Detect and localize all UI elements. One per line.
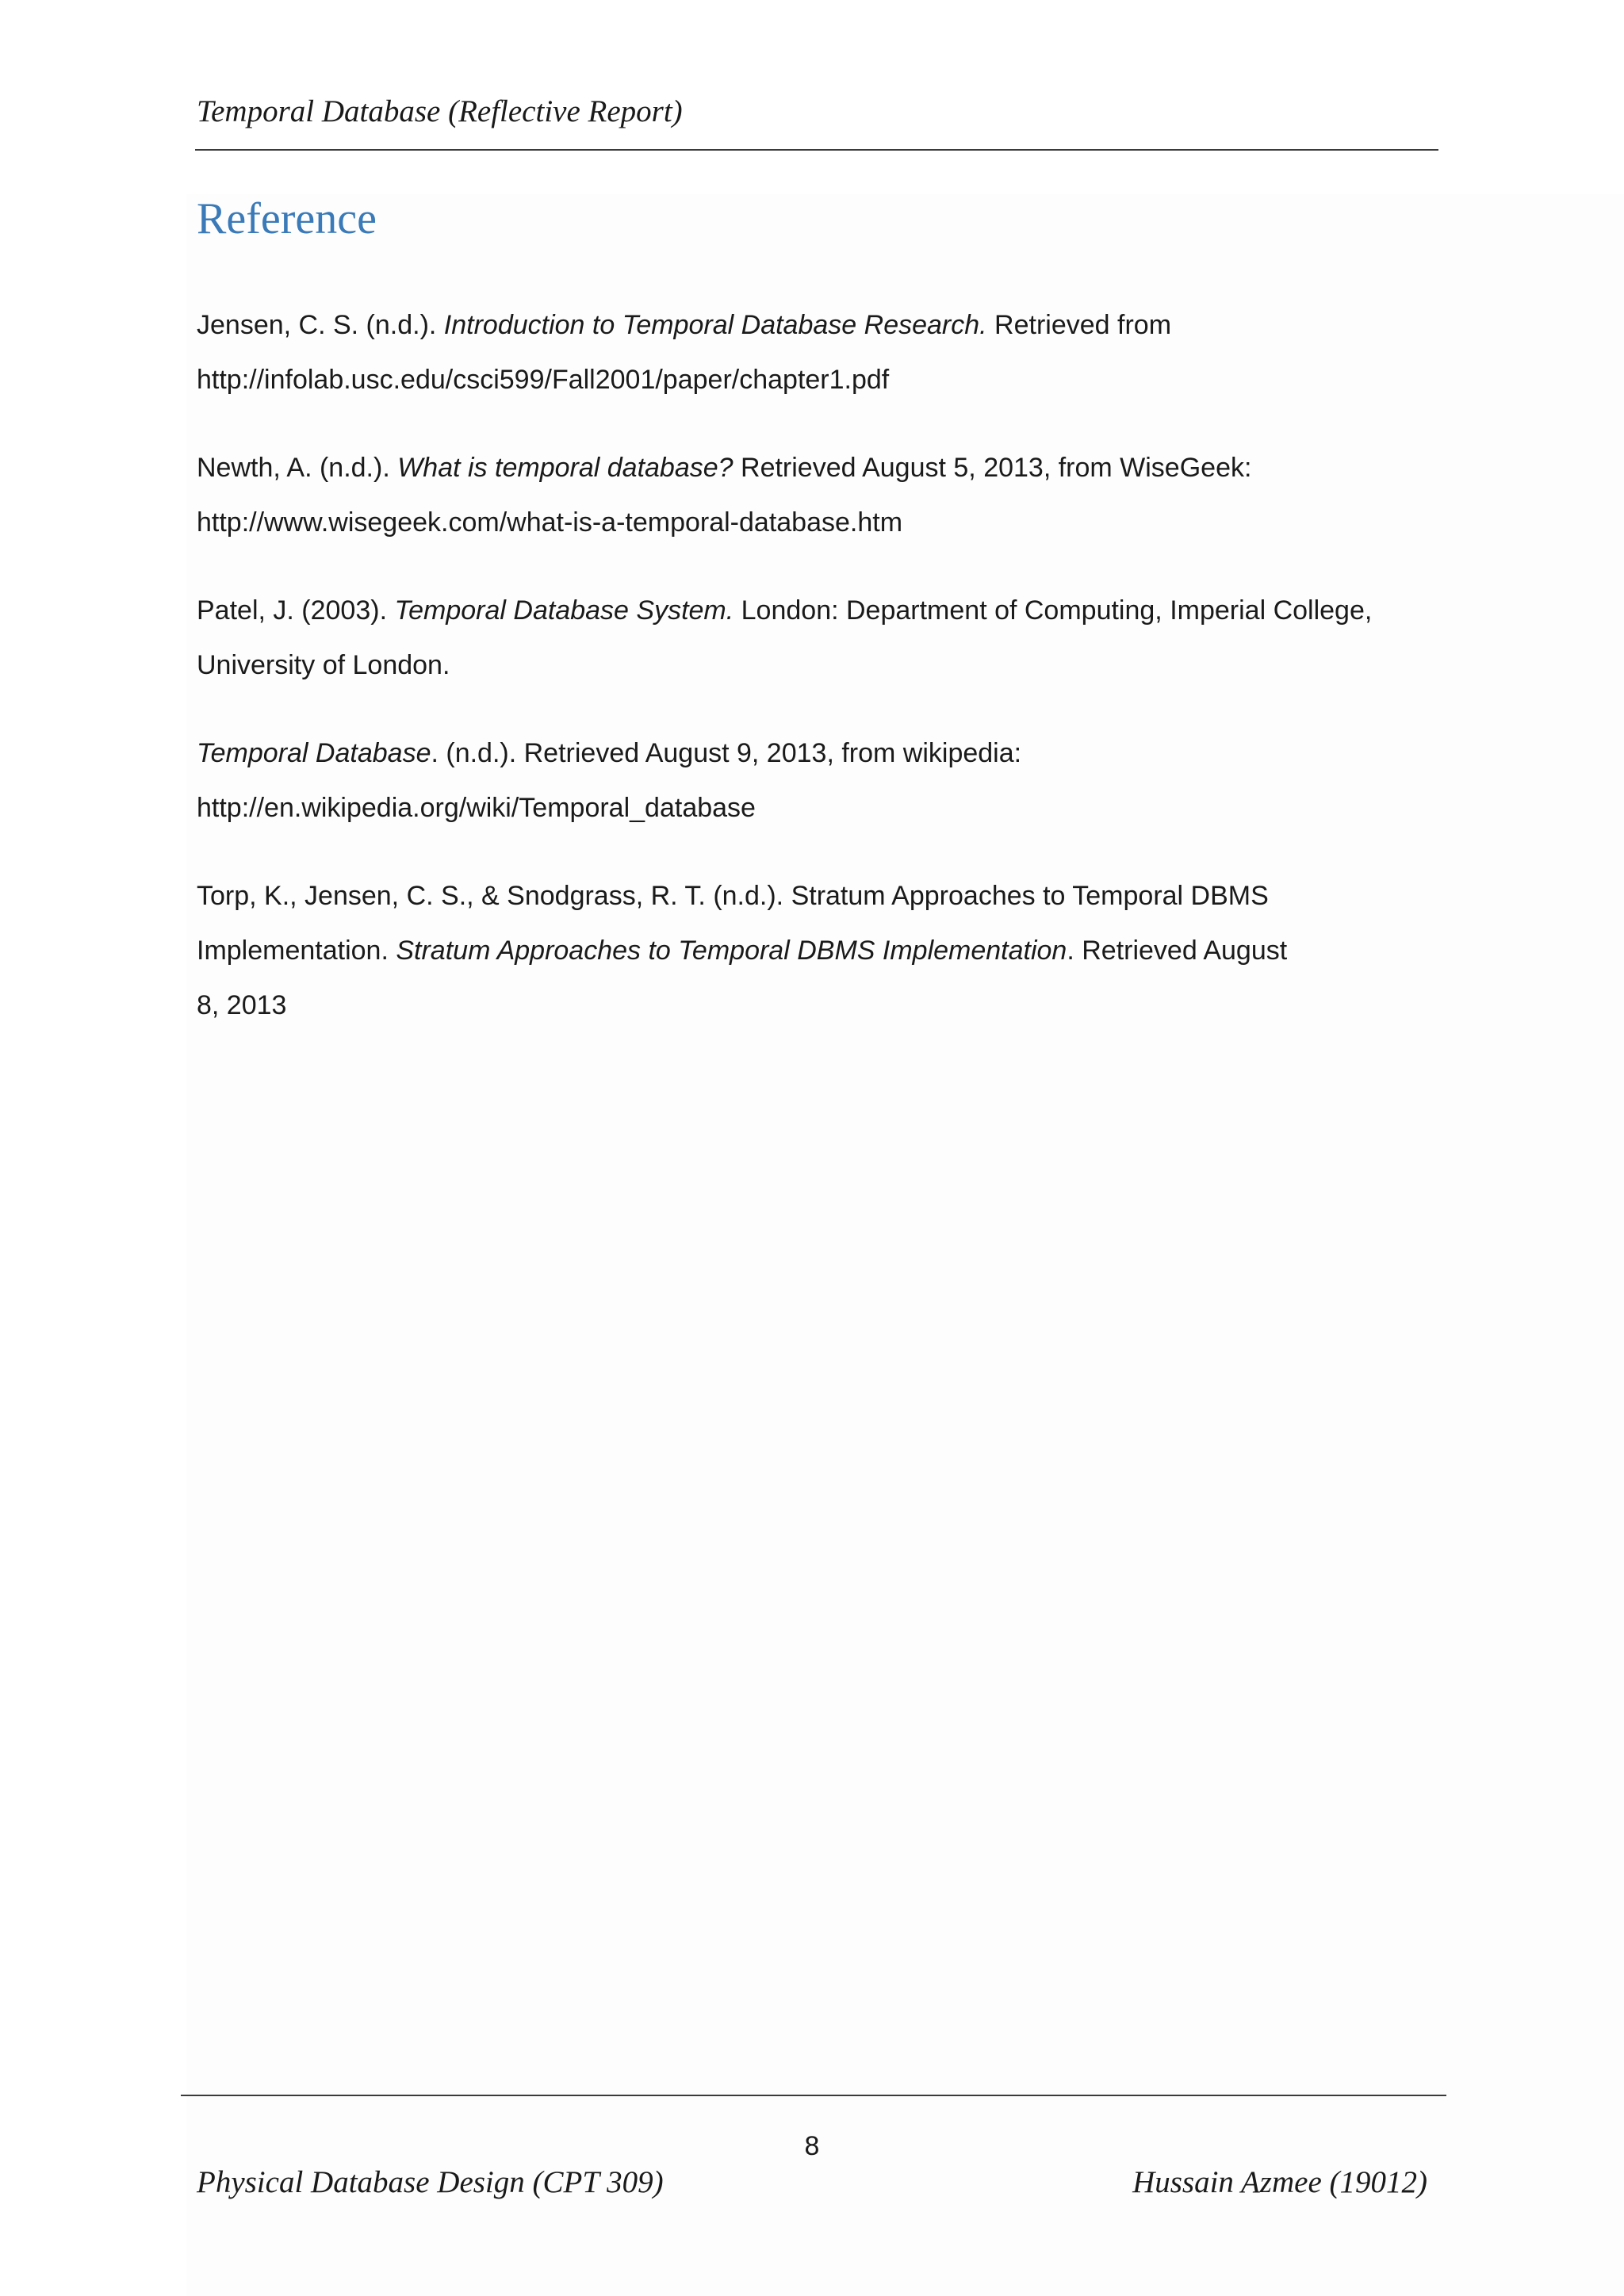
reference-line [197, 584, 1450, 638]
page-number: 8 [804, 2131, 820, 2161]
reference-source: . (n.d.). Retrieved August 9, 2013, from wikipedia: [431, 738, 1022, 768]
section-heading: Reference [197, 194, 377, 243]
reference-authors: Patel, J. (2003). [197, 595, 395, 626]
reference-source: London: Department of Computing, Imperial College, [733, 595, 1373, 626]
reference-entry [197, 441, 1450, 550]
reference-url: http://www.wisegeek.com/what-is-a-temporal-database.htm [197, 507, 903, 538]
reference-line: Torp, K., Jensen, C. S., & Snodgrass, R. T. (n.d.). Stratum Approaches to Temporal DBMS [197, 881, 1269, 911]
reference-title: What is temporal database? [397, 453, 733, 483]
reference-continuation: 8, 2013 [197, 990, 287, 1020]
reference-text: Implementation. [197, 936, 396, 966]
reference-line [197, 726, 1450, 781]
reference-authors: Jensen, C. S. (n.d.). [197, 310, 444, 340]
footer-course: Physical Database Design (CPT 309) [197, 2165, 664, 2199]
reference-url: http://en.wikipedia.org/wiki/Temporal_database [197, 793, 756, 823]
reference-source: Retrieved from [986, 310, 1172, 340]
reference-line [197, 441, 1450, 496]
reference-entry [197, 584, 1450, 693]
running-header: Temporal Database (Reflective Report) [197, 94, 683, 128]
footer-author: Hussain Azmee (19012) [1132, 2165, 1427, 2199]
reference-title: Stratum Approaches to Temporal DBMS Implementation [396, 936, 1067, 966]
reference-entry [197, 298, 1450, 408]
header-rule [195, 149, 1438, 151]
reference-url: http://infolab.usc.edu/csci599/Fall2001/paper/chapter1.pdf [197, 365, 890, 395]
footer-rule [181, 2095, 1446, 2096]
reference-entry [197, 726, 1450, 836]
reference-source: Retrieved August 5, 2013, from WiseGeek: [733, 453, 1252, 483]
reference-title: Temporal Database System. [394, 595, 734, 626]
reference-continuation: University of London. [197, 650, 450, 680]
reference-source: . Retrieved August [1067, 936, 1288, 966]
reference-line [197, 924, 1450, 978]
reference-line [197, 298, 1450, 353]
reference-authors: Newth, A. (n.d.). [197, 453, 398, 483]
reference-title: Temporal Database [197, 738, 431, 768]
reference-list [197, 298, 1450, 1066]
reference-title: Introduction to Temporal Database Research. [443, 310, 987, 340]
reference-entry [197, 869, 1450, 1033]
